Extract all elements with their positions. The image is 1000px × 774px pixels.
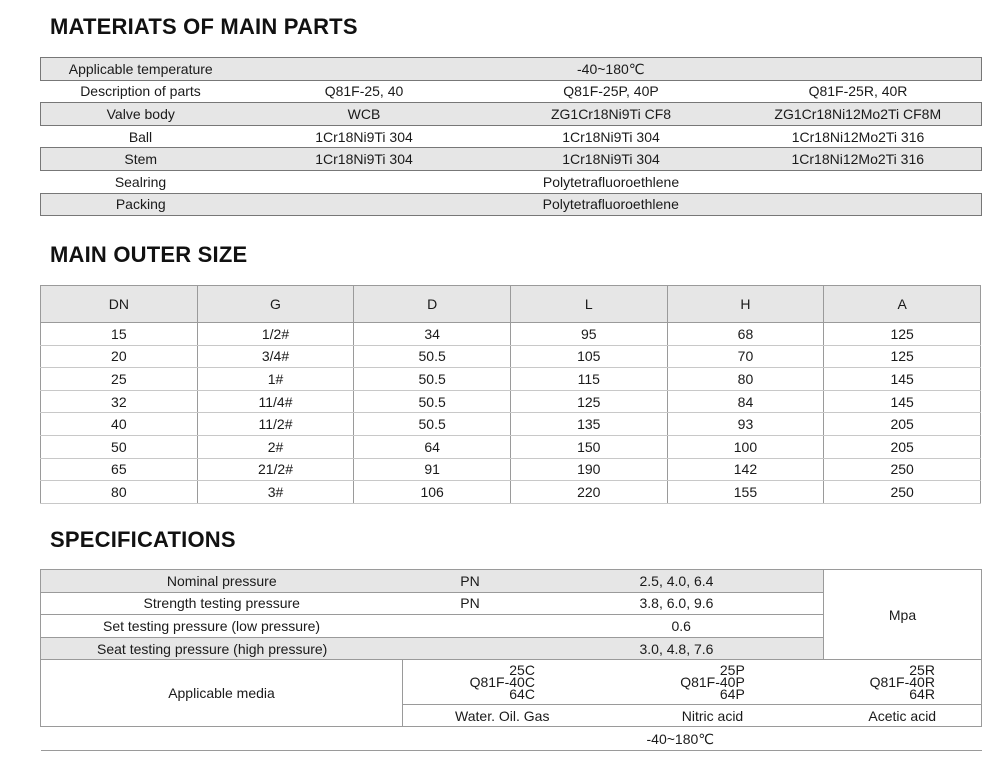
table-cell: 250 (824, 458, 981, 481)
sealring-row (41, 170, 982, 193)
cell: 1Cr18Ni12Mo2Ti 316 (791, 128, 925, 145)
table-cell: 80 (41, 481, 198, 504)
table-cell: 70 (667, 345, 824, 368)
table-cell: 145 (824, 368, 981, 391)
table-row (41, 481, 981, 504)
table-cell: 205 (824, 413, 981, 436)
cell: Q81F-25, 40 (324, 83, 404, 100)
row-label: Description of parts (80, 83, 201, 100)
table-cell: 34 (354, 323, 511, 346)
cell: Polytetrafluoroethlene (542, 173, 680, 190)
table-cell: 205 (824, 435, 981, 458)
table-cell: 155 (667, 481, 824, 504)
cell: ZG1Cr18Ni9Ti CF8 (488, 103, 735, 126)
table-cell: 145 (824, 390, 981, 413)
row-label: Sealring (114, 173, 167, 190)
table-cell: 50.5 (354, 345, 511, 368)
cell: 1Cr18Ni9Ti 304 (488, 148, 735, 171)
model-code: Q81F- 25P 40P 64P (602, 660, 824, 705)
media-name: Nitric acid (602, 705, 824, 727)
packing-row (41, 193, 982, 216)
model-code: Q81F- 25C 40C 64C (403, 660, 602, 705)
specifications-heading: SPECIFICATIONS (50, 527, 236, 552)
model-code: Q81F- 25R 40R 64R (824, 660, 982, 705)
col-header: H (667, 286, 824, 323)
table-cell: 91 (354, 458, 511, 481)
row-label: Ball (128, 128, 153, 145)
table-row (41, 368, 981, 391)
table-cell: 84 (667, 390, 824, 413)
table-cell: 100 (667, 435, 824, 458)
table-row (41, 323, 981, 346)
cell: WCB (241, 103, 488, 126)
table-cell: 50.5 (354, 413, 511, 436)
table-cell: 68 (667, 323, 824, 346)
table-cell: 50.5 (354, 390, 511, 413)
materials-heading: MATERIATS OF MAIN PARTS (50, 14, 358, 39)
spec-temperature-row (41, 727, 982, 751)
media-codes-row (41, 660, 982, 705)
stem-row (41, 148, 982, 171)
row-label: Stem (41, 148, 241, 171)
table-cell: 115 (510, 368, 667, 391)
table-row (41, 435, 981, 458)
table-cell: 32 (41, 390, 198, 413)
table-cell: 3/4# (197, 345, 354, 368)
cell: Q81F-25P, 40P (563, 83, 659, 100)
description-row (41, 80, 982, 103)
table-cell: 3# (197, 481, 354, 504)
row-label: Set testing pressure (low pressure) (41, 615, 538, 638)
table-cell: 190 (510, 458, 667, 481)
col-header: L (510, 286, 667, 323)
table-cell: 106 (354, 481, 511, 504)
cell: 1Cr18Ni12Mo2Ti 316 (735, 148, 982, 171)
temperature-value: -40~180℃ (602, 727, 982, 751)
col-header: A (824, 286, 981, 323)
specifications-table (40, 569, 982, 751)
table-cell: 2# (197, 435, 354, 458)
value-cell: 3.0, 4.8, 7.6 (602, 637, 824, 660)
table-cell: 1/2# (197, 323, 354, 346)
media-label: Applicable media (41, 660, 403, 727)
col-header: DN (41, 286, 198, 323)
row-label: Strength testing pressure (41, 592, 403, 615)
outer-size-heading: MAIN OUTER SIZE (50, 242, 248, 267)
table-cell: 250 (824, 481, 981, 504)
table-cell: 65 (41, 458, 198, 481)
table-cell: 11/2# (197, 413, 354, 436)
cell: 1Cr18Ni9Ti 304 (315, 128, 413, 145)
temperature-label: Applicable temperature (41, 58, 241, 81)
value-cell: 3.8, 6.0, 9.6 (602, 592, 824, 615)
size-header-row (41, 286, 981, 323)
table-cell: 64 (354, 435, 511, 458)
table-cell: 125 (510, 390, 667, 413)
table-cell: 93 (667, 413, 824, 436)
table-cell: 11/4# (197, 390, 354, 413)
valve-body-row (41, 103, 982, 126)
cell: 1Cr18Ni9Ti 304 (562, 128, 660, 145)
value-cell: 0.6 (602, 615, 824, 638)
row-label: Valve body (41, 103, 241, 126)
table-cell: 95 (510, 323, 667, 346)
outer-size-table (40, 285, 981, 504)
materials-table (40, 57, 982, 216)
media-name: Acetic acid (824, 705, 982, 727)
unit-cell: PN (403, 592, 538, 615)
temperature-row (41, 58, 982, 81)
cell: Polytetrafluoroethlene (241, 193, 982, 216)
table-cell: 125 (824, 323, 981, 346)
temperature-value: -40~180℃ (241, 58, 982, 81)
table-cell: 142 (667, 458, 824, 481)
table-cell: 50.5 (354, 368, 511, 391)
table-row (41, 345, 981, 368)
ball-row (41, 125, 982, 148)
table-cell: 15 (41, 323, 198, 346)
table-cell: 150 (510, 435, 667, 458)
table-cell: 25 (41, 368, 198, 391)
row-label: Packing (41, 193, 241, 216)
table-cell: 125 (824, 345, 981, 368)
row-label: Nominal pressure (41, 570, 403, 593)
table-row (41, 413, 981, 436)
table-cell: 50 (41, 435, 198, 458)
col-header: G (197, 286, 354, 323)
table-cell: 1# (197, 368, 354, 391)
cell: ZG1Cr18Ni12Mo2Ti CF8M (735, 103, 982, 126)
table-cell: 105 (510, 345, 667, 368)
table-cell: 40 (41, 413, 198, 436)
table-row (41, 390, 981, 413)
table-cell: 220 (510, 481, 667, 504)
cell: Q81F-25R, 40R (808, 83, 908, 100)
table-cell: 20 (41, 345, 198, 368)
unit-cell: PN (403, 570, 538, 593)
cell: 1Cr18Ni9Ti 304 (241, 148, 488, 171)
nominal-pressure-row (41, 570, 982, 593)
table-cell: 80 (667, 368, 824, 391)
row-label: Seat testing pressure (high pressure) (41, 637, 538, 660)
table-cell: 135 (510, 413, 667, 436)
table-cell: 21/2# (197, 458, 354, 481)
col-header: D (354, 286, 511, 323)
table-row (41, 458, 981, 481)
unit-mpa: Mpa (824, 570, 982, 660)
media-name: Water. Oil. Gas (403, 705, 602, 727)
value-cell: 2.5, 4.0, 6.4 (602, 570, 824, 593)
